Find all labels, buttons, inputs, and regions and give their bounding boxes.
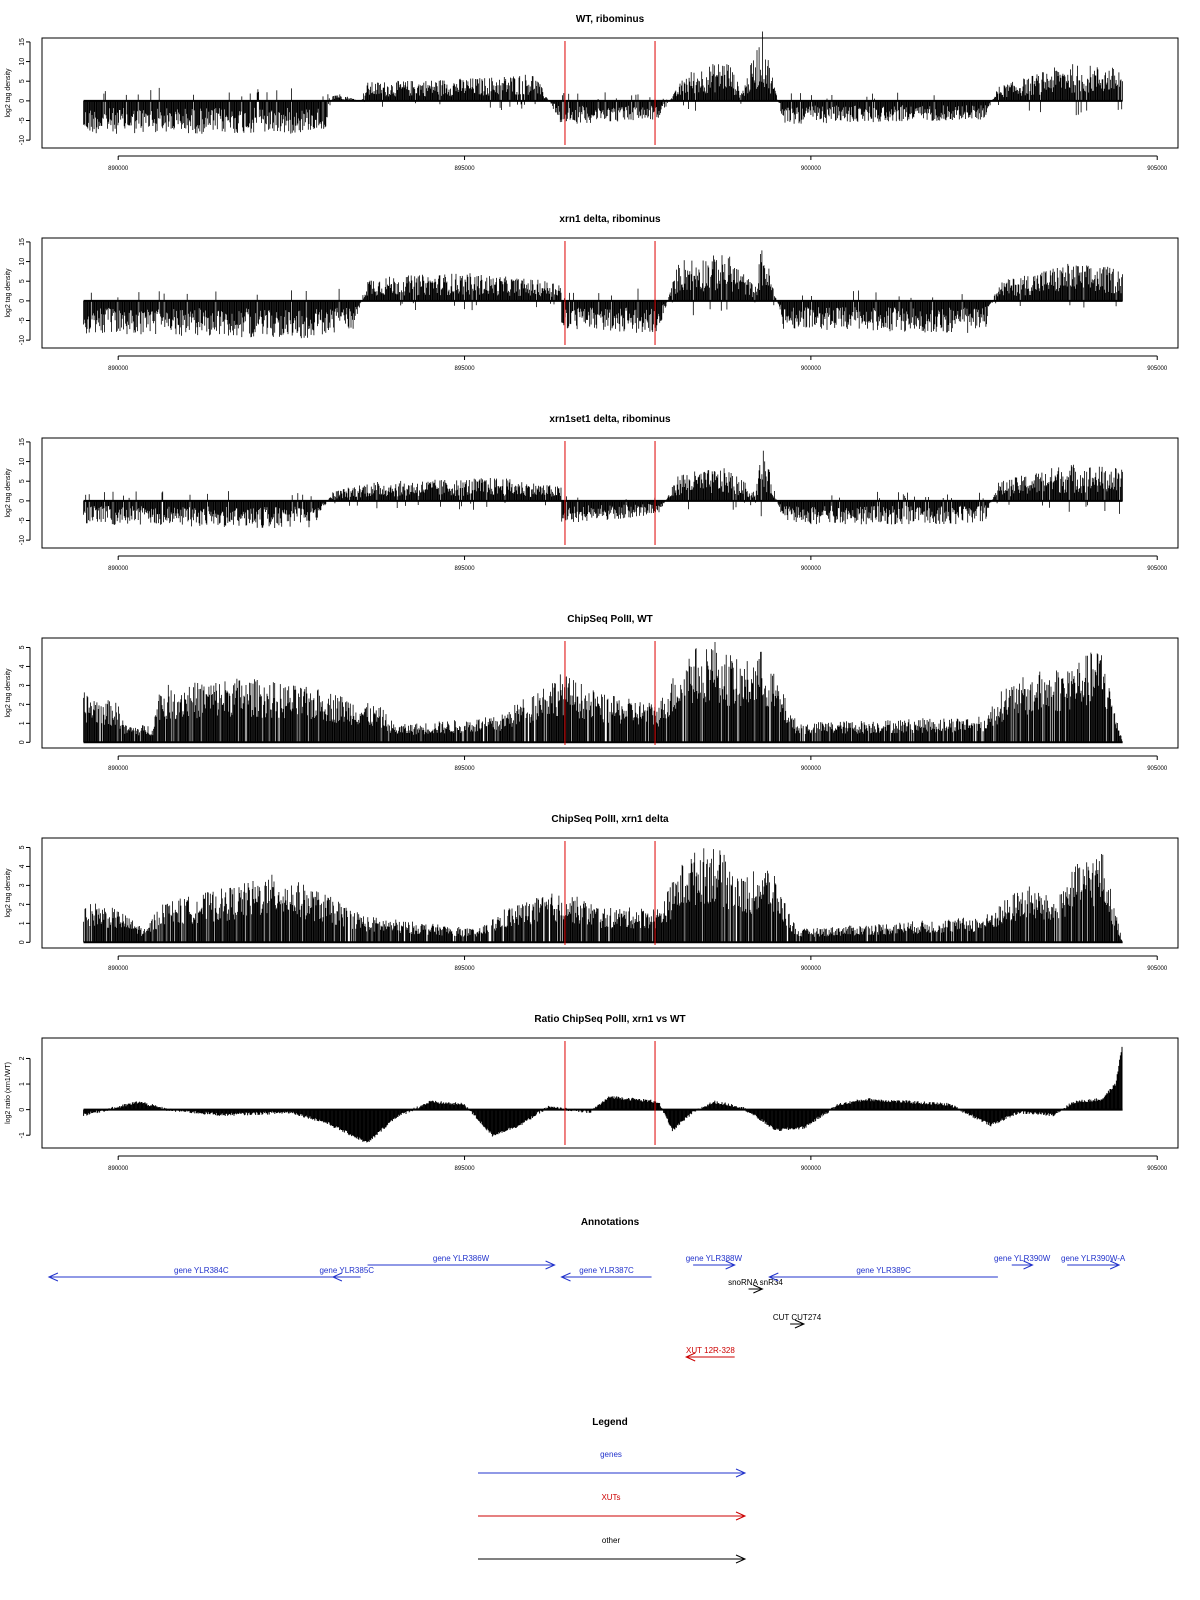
y-tick-label: 0	[19, 498, 26, 503]
y-tick-label: -5	[19, 517, 26, 524]
data-bars	[84, 642, 1123, 742]
y-tick-label: 10	[19, 257, 26, 266]
x-tick-label: 890000	[108, 166, 129, 172]
panel-title: ChipSeq PolII, WT	[567, 614, 653, 625]
x-tick-label: 895000	[454, 366, 475, 372]
x-tick-label: 890000	[108, 566, 129, 572]
track-panel-1	[5, 14, 1178, 172]
panel-title: xrn1set1 delta, ribominus	[549, 414, 671, 425]
y-tick-label: 15	[19, 238, 26, 246]
y-tick-label: 0	[19, 298, 26, 303]
y-tick-label: 15	[19, 438, 26, 446]
data-bars	[84, 451, 1123, 528]
y-tick-label: -5	[19, 317, 26, 324]
panel-title: xrn1 delta, ribominus	[559, 214, 661, 225]
x-tick-label: 905000	[1147, 566, 1168, 572]
y-axis-label: log2 tag density	[5, 468, 12, 518]
y-tick-label: 5	[19, 279, 26, 284]
track-panels	[5, 14, 1178, 1172]
y-tick-label: 5	[19, 479, 26, 484]
x-tick-label: 890000	[108, 366, 129, 372]
data-bars	[84, 250, 1123, 338]
data-bars	[84, 32, 1123, 134]
x-tick-label: 900000	[800, 166, 821, 172]
y-tick-label: 15	[19, 38, 26, 46]
x-tick-label: 900000	[800, 566, 821, 572]
y-tick-label: -10	[19, 335, 26, 346]
track-panel-4	[5, 614, 1178, 772]
track-panel-3	[5, 414, 1178, 572]
x-tick-label: 895000	[454, 166, 475, 172]
track-panel-2	[5, 214, 1178, 372]
y-axis-label: log2 tag density	[5, 68, 12, 118]
x-tick-label: 900000	[800, 366, 821, 372]
y-tick-label: 5	[19, 79, 26, 84]
y-tick-label: 10	[19, 457, 26, 466]
y-tick-label: 0	[19, 98, 26, 103]
y-tick-label: -10	[19, 135, 26, 146]
y-tick-label: 10	[19, 57, 26, 66]
x-tick-label: 895000	[454, 566, 475, 572]
y-tick-label: -5	[19, 117, 26, 124]
y-axis-label: log2 tag density	[5, 268, 12, 318]
x-tick-label: 905000	[1147, 366, 1168, 372]
x-tick-label: 905000	[1147, 166, 1168, 172]
y-tick-label: -10	[19, 535, 26, 546]
panel-title: WT, ribominus	[575, 14, 645, 25]
